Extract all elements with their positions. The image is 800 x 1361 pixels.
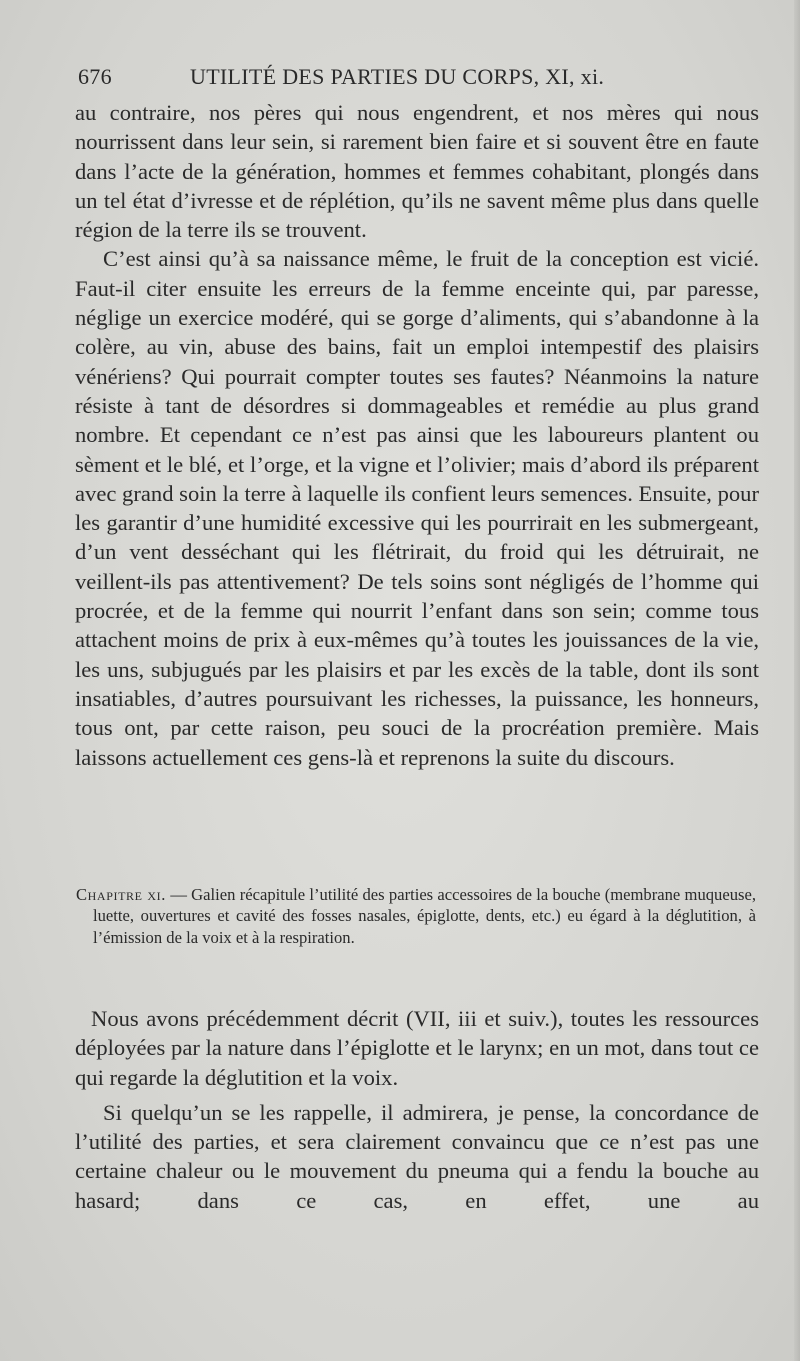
main-text [75,98,759,772]
paragraph: C’est ainsi qu’à sa naissance même, le fruit de la conception est vicié. Faut-il citer ensuite les erreurs de la femme enceinte qui, par paresse, néglige un exercice modéré, qui se gorge d’aliments, qui s’abandonne à la colère, au vin, abuse des bains, fait un emploi intempestif des plaisirs vénériens? Qui pourrait compter toutes ses fautes? Néanmoins la nature résiste à tant de désordres si dommageables et remédie au plus grand nombre. Et cependant ce n’est pas ainsi que les laboureurs plantent ou sèment et le blé, et l’orge, et la vigne et l’olivier; mais d’abord ils préparent avec grand soin la terre à laquelle ils confient leurs semences. Ensuite, pour les garantir d’une humidité excessive qui les pourrirait en les submergeant, d’un vent desséchant qui les flétrirait, du froid qui les détruirait, ne veillent-ils pas attentivement? De tels soins sont négligés de l’homme qui procrée, et de la femme qui nourrit l’enfant dans son sein; comme tous attachent moins de prix à eux-mêmes qu’à toutes les jouissances de la vie, les uns, subjugués par les plaisirs et par les excès de la table, dont ils sont insatiables, d’autres poursuivant les richesses, la puissance, les honneurs, tous ont, par cette raison, peu souci de la procréation première. Mais laissons actuellement ces gens-là et reprenons la suite du discours. [75,246,759,770]
page-number: 676 [78,64,112,89]
paragraph: Si quelqu’un se les rappelle, il admirera, je pense, la concordance de l’utilité des parties, et sera clairement convaincu que ce n’est pas une certaine chaleur ou le mouvement du pneuma qui a fendu la bouche au hasard; dans ce cas, en effet, une au [75,1099,759,1213]
page-edge [794,0,800,1361]
running-head [78,60,678,94]
paragraph: Nous avons précédemment décrit (VII, iii et suiv.), toutes les ressources déployées par la nature dans l’épiglotte et le larynx; en un mot, dans tout ce qui regarde la déglutition et la voix. [75,1006,759,1090]
chapter-summary [76,884,756,948]
main-text-continued [75,1004,759,1215]
paragraph-continued: au contraire, nos pères qui nous engendrent, et nos mères qui nous nourrissent dans leur sein, si rarement bien faire et si souvent être en faute dans l’acte de la génération, hommes et femmes cohabitant, plongés dans un tel état d’ivresse et de réplétion, qu’ils ne savent même plus dans quelle région de la terre ils se trouvent. [75,100,759,243]
running-head-title: UTILITÉ DES PARTIES DU CORPS, XI, xi. [190,64,605,89]
chapter-summary-text: — Galien récapitule l’utilité des parties accessoires de la bouche (membrane muqueuse, luette, ouvertures et cavité des fosses nasales, épiglotte, dents, etc.) eu égard à la déglutition, à l’émission de la voix et à la respiration. [93,885,756,947]
chapter-label: Chapitre xi. [76,885,167,904]
